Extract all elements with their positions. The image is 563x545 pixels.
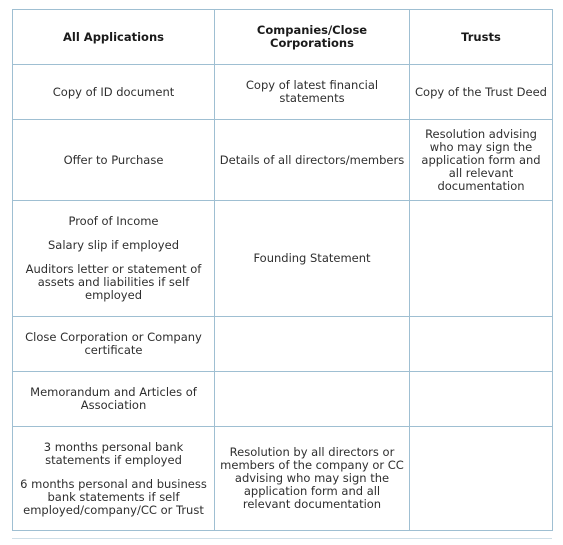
cell-text: Resolution advising who may sign the application form and all relevant documentation [421,126,541,193]
cell-text: Details of all directors/members [219,152,405,167]
cell-companies [215,372,410,427]
cell-all-applications [13,317,215,372]
cell-companies [215,65,410,120]
table-row [13,317,553,372]
cell-companies [215,201,410,317]
cell-text: Copy of the Trust Deed [415,84,547,99]
cell-text: Auditors letter or statement of assets and liabilities if self employed [25,262,202,302]
cell-companies [215,317,410,372]
cell-text: Salary slip if employed [47,238,179,252]
cell-trusts [410,120,553,201]
header-all-applications: All Applications [13,10,215,65]
cell-text: Proof of Income [68,214,159,228]
cell-companies [215,427,410,531]
cell-text: Founding Statement [253,251,371,265]
cell-trusts [410,65,553,120]
table-row [13,372,553,427]
cell-text: Copy of latest financial statements [245,78,379,105]
cell-trusts [410,317,553,372]
cell-all-applications [13,65,215,120]
bottom-divider [12,538,552,539]
table-row [13,65,553,120]
header-trusts: Trusts [410,10,553,65]
cell-text: 6 months personal and business bank statements if self employed/company/CC or Trust [20,476,207,517]
header-row [13,10,553,65]
cell-text: 3 months personal bank statements if employed [43,439,184,467]
cell-trusts [410,427,553,531]
table-row [13,201,553,317]
cell-trusts [410,201,553,317]
table-row [13,120,553,201]
cell-all-applications [13,201,215,317]
cell-all-applications [13,120,215,201]
cell-trusts [410,372,553,427]
cell-all-applications [13,372,215,427]
table-row [13,427,553,531]
cell-all-applications [13,427,215,531]
cell-companies [215,120,410,201]
cell-text: Close Corporation or Company certificate [25,330,202,357]
cell-text: Memorandum and Articles of Association [30,385,197,412]
cell-text: Resolution by all directors or members of the company or CC advising who may sign the application form and all relevant documentation [220,445,404,511]
cell-text: Offer to Purchase [63,152,164,167]
cell-text: Copy of ID document [52,84,175,99]
requirements-table [12,9,553,531]
header-companies: Companies/Close Corporations [215,10,410,65]
